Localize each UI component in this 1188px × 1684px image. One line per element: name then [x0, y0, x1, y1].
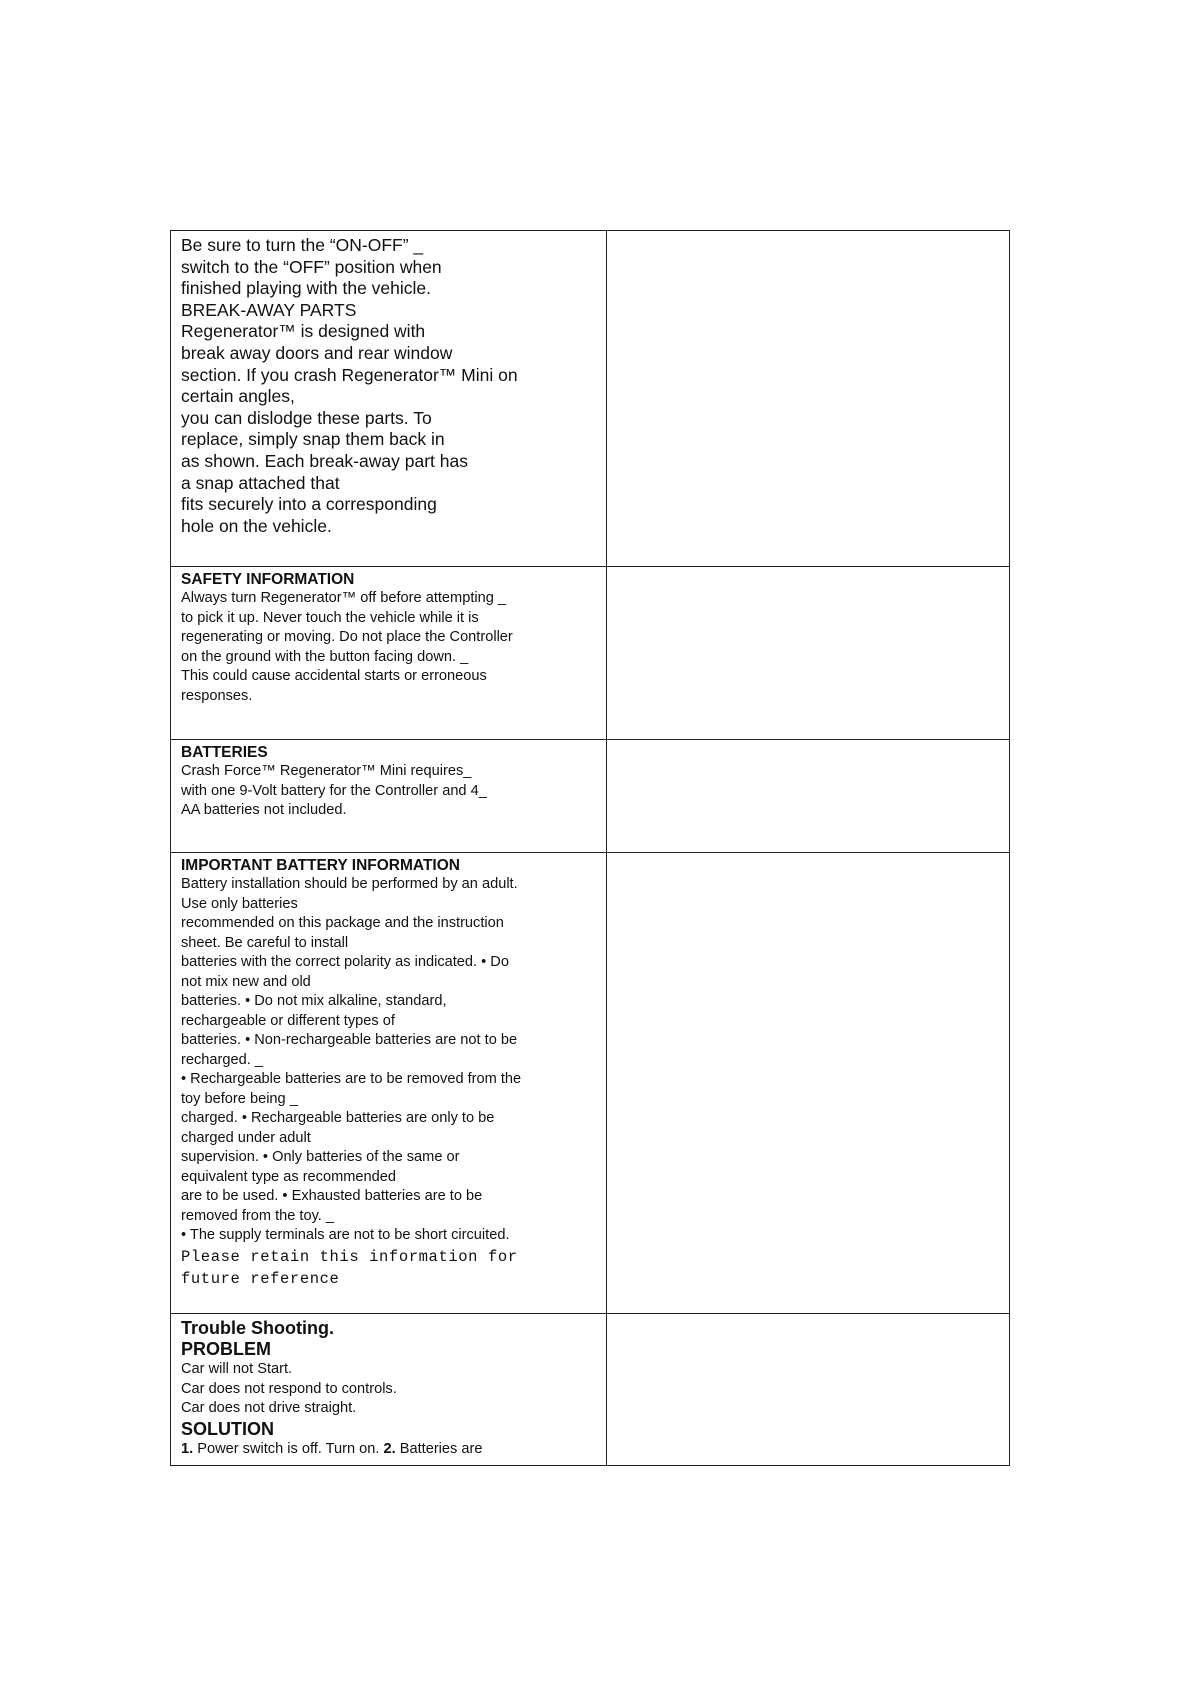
safety-text: [181, 589, 596, 706]
text-line: Battery installation should be performed by an adult.: [181, 876, 518, 892]
text-line: sheet. Be careful to install: [181, 934, 349, 951]
safety-heading: SAFETY INFORMATION: [181, 571, 355, 588]
text-line: supervision. • Only batteries of the same or: [181, 1149, 460, 1165]
text-line: Crash Force™ Regenerator™ Mini requires_: [181, 763, 472, 779]
table-row: [171, 567, 1010, 740]
table-row: [171, 740, 1010, 853]
text-line: Use only batteries: [181, 895, 298, 912]
text-line: charged under adult: [181, 1129, 311, 1146]
batteries-heading: BATTERIES: [181, 744, 268, 761]
text-line: on the ground with the button facing down. _: [181, 648, 469, 665]
text-line: BREAK-AWAY PARTS: [181, 299, 357, 320]
text-line: section. If you crash Regenerator™ Mini on: [181, 364, 518, 385]
text-line: equivalent type as recommended: [181, 1168, 396, 1185]
text-line: batteries. • Do not mix alkaline, standard,: [181, 993, 447, 1009]
solution-text: [181, 1440, 596, 1460]
text-line: removed from the toy. _: [181, 1207, 335, 1224]
text-line: hole on the vehicle.: [181, 515, 332, 536]
important-battery-heading: IMPORTANT BATTERY INFORMATION: [181, 857, 460, 874]
solution-number: 1.: [181, 1440, 194, 1457]
text-line: This could cause accidental starts or erroneous: [181, 668, 487, 684]
text-line: replace, simply snap them back in: [181, 429, 445, 450]
trouble-shooting-cell: [171, 1314, 607, 1466]
retain-line: Please retain this information for: [181, 1247, 518, 1266]
document-table: [170, 230, 1010, 1466]
important-battery-text: [181, 875, 596, 1246]
text-line: with one 9-Volt battery for the Controller and 4_: [181, 782, 487, 799]
problem-list: [181, 1360, 596, 1419]
text-line: are to be used. • Exhausted batteries are to be: [181, 1188, 483, 1204]
text-line: finished playing with the vehicle.: [181, 278, 432, 299]
table-row: [171, 231, 1010, 567]
text-line: not mix new and old: [181, 973, 311, 990]
text-line: you can dislodge these parts. To: [181, 407, 432, 428]
blank-cell: [607, 567, 1010, 740]
text-line: a snap attached that: [181, 472, 340, 493]
text-line: rechargeable or different types of: [181, 1012, 395, 1029]
solution-heading: SOLUTION: [181, 1418, 274, 1439]
batteries-text: [181, 762, 596, 821]
text-line: Always turn Regenerator™ off before attempting _: [181, 590, 507, 606]
safety-information-cell: [171, 567, 607, 740]
table-row: [171, 1314, 1010, 1466]
text-line: batteries with the correct polarity as indicated. • Do: [181, 954, 509, 970]
problem-item: Car does not respond to controls.: [181, 1380, 397, 1397]
solution-item-text: Power switch is off. Turn on.: [193, 1440, 384, 1457]
text-line: break away doors and rear window: [181, 342, 453, 363]
problem-heading: PROBLEM: [181, 1339, 271, 1359]
batteries-cell: [171, 740, 607, 853]
text-line: fits securely into a corresponding: [181, 494, 437, 515]
break-away-parts-cell: [171, 231, 607, 567]
retain-information-note: [181, 1246, 596, 1290]
text-line: recharged. _: [181, 1051, 263, 1068]
solution-number: 2.: [383, 1440, 396, 1457]
text-line: switch to the “OFF” position when: [181, 256, 442, 277]
solution-item-text: Batteries are: [395, 1440, 483, 1457]
problem-item: Car does not drive straight.: [181, 1400, 357, 1416]
problem-item: Car will not Start.: [181, 1361, 293, 1377]
break-away-parts-text: [181, 235, 596, 537]
trouble-shooting-heading: Trouble Shooting.: [181, 1318, 334, 1338]
text-line: responses.: [181, 687, 253, 704]
text-line: • The supply terminals are not to be short circuited.: [181, 1227, 510, 1243]
text-line: regenerating or moving. Do not place the Controller: [181, 629, 513, 645]
text-line: Regenerator™ is designed with: [181, 321, 426, 342]
text-line: to pick it up. Never touch the vehicle while it is: [181, 609, 479, 626]
blank-cell: [607, 740, 1010, 853]
text-line: certain angles,: [181, 386, 295, 407]
text-line: Be sure to turn the “ON-OFF” _: [181, 235, 424, 255]
text-line: charged. • Rechargeable batteries are only to be: [181, 1110, 495, 1126]
text-line: recommended on this package and the instruction: [181, 915, 504, 931]
text-line: AA batteries not included.: [181, 802, 347, 818]
text-line: • Rechargeable batteries are to be removed from the: [181, 1071, 522, 1087]
text-line: as shown. Each break-away part has: [181, 450, 468, 471]
table-row: [171, 853, 1010, 1314]
blank-cell: [607, 231, 1010, 567]
important-battery-information-cell: [171, 853, 607, 1314]
text-line: toy before being _: [181, 1090, 298, 1107]
blank-cell: [607, 853, 1010, 1314]
blank-cell: [607, 1314, 1010, 1466]
text-line: batteries. • Non-rechargeable batteries are not to be: [181, 1032, 518, 1048]
retain-line: future reference: [181, 1269, 340, 1288]
